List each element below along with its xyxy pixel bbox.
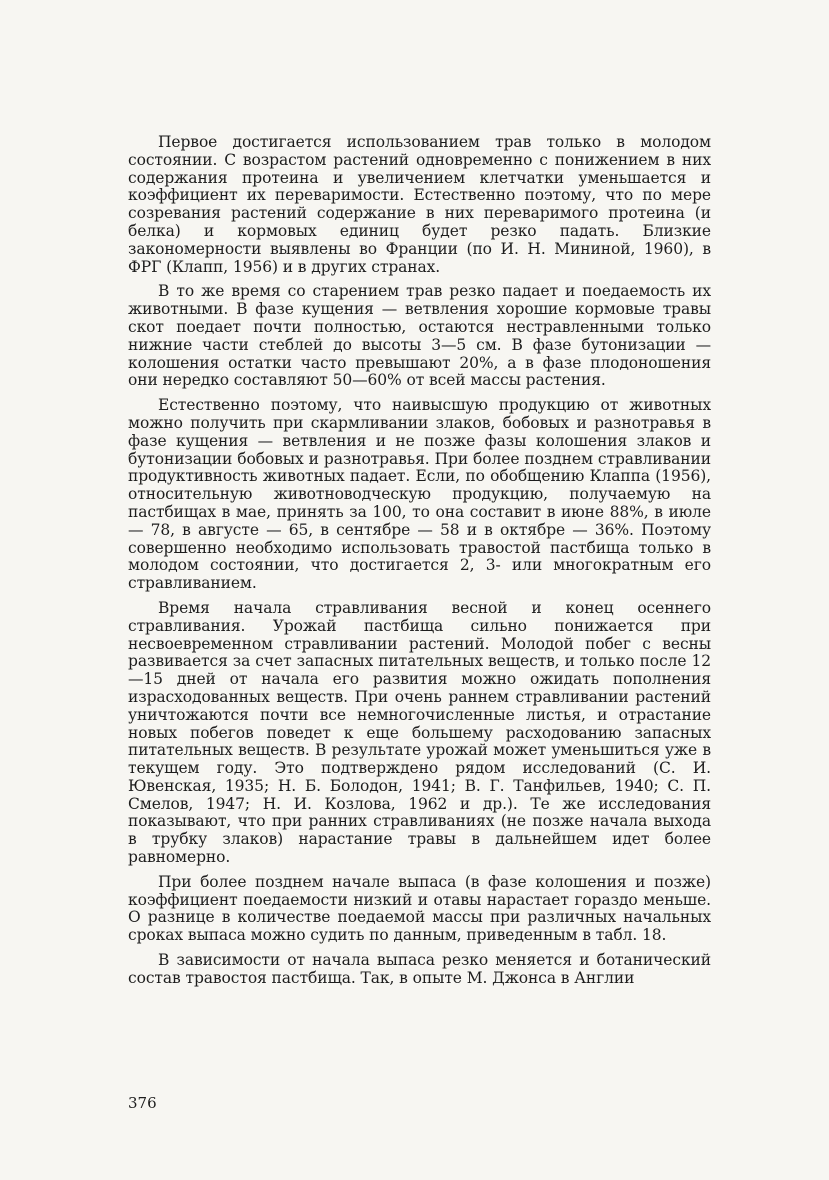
paragraph-palatability: В то же время со старением трав резко падает и поедаемость их животными. В фазе кущения — ветвления хорошие кормовые травы скот поедает почти полностью, остаются нестравленными только нижние части стеблей до высоты 3—5 см. В фазе бутонизации — колошения остатки часто превышают 20%, а в фазе плодоношения они нередко составляют 50—60% от всей массы растения.	[128, 282, 711, 390]
paragraph-late-grazing: При более позднем начале выпаса (в фазе колошения и позже) коэффициент поедаемости низкий и отавы нарастает гораздо меньше. О разнице в количестве поедаемой массы при различных начальных сроках выпаса можно судить по данным, приведенным в табл. 18.	[128, 872, 711, 945]
paragraph-productivity: Естественно поэтому, что наивысшую продукцию от животных можно получить при скармливании злаков, бобовых и разнотравья в фазе кущения — ветвления и не позже фазы колошения злаков и бутонизации бобовых и разнотравья. При более позднем стравливании продуктивность животных падает. Если, по обобщению Клаппа (1956), относительную животноводческую продукцию, получаемую на пастбищах в мае, принять за 100, то она составит в июне 88%, в июле — 78, в августе — 65, в сентябре — 58 и в октябре — 36%. Поэтому совершенно необходимо использовать травостой пастбища только в молодом состоянии, что достигается 2, 3- или многократным его стравливанием.	[128, 396, 711, 593]
page-number: 376	[128, 1094, 157, 1112]
paragraph-grazing-start: Время начала стравливания весной и конец осеннего стравливания. Урожай пастбища сильно понижается при несвоевременном стравливании растений. Молодой побег с весны развивается за счет запасных питательных веществ, и только после 12—15 дней от начала его развития можно ожидать пополнения израсходованных веществ. При очень раннем стравливании растений уничтожаются почти все немногочисленные листья, и отрастание новых побегов поведет к еще большему расходованию запасных питательных веществ. В результате урожай может уменьшиться уже в текущем году. Это подтверждено рядом исследований (С. И. Ювенская, 1935; Н. Б. Болодон, 1941; В. Г. Танфильев, 1940; С. П. Смелов, 1947; Н. И. Козлова, 1962 и др.). Те же исследования показывают, что при ранних стравливаниях (не позже начала выхода в трубку злаков) нарастание травы в дальнейшем идет более равномерно.	[128, 598, 711, 867]
paragraph-digestibility: Первое достигается использованием трав только в молодом состоянии. С возрастом растений одновременно с понижением в них содержания протеина и увеличением клетчатки уменьшается и коэффициент их переваримости. Естественно поэтому, что по мере созревания растений содержание в них переваримого протеина (и белка) и кормовых единиц будет резко падать. Близкие закономерности выявлены во Франции (по И. Н. Мининой, 1960), в ФРГ (Клапп, 1956) и в других странах.	[128, 133, 711, 276]
paragraph-botanical-composition: В зависимости от начала выпаса резко меняется и ботанический состав травостоя пастбища. Так, в опыте М. Джонса в Англии	[128, 951, 711, 987]
body-text	[128, 134, 711, 995]
